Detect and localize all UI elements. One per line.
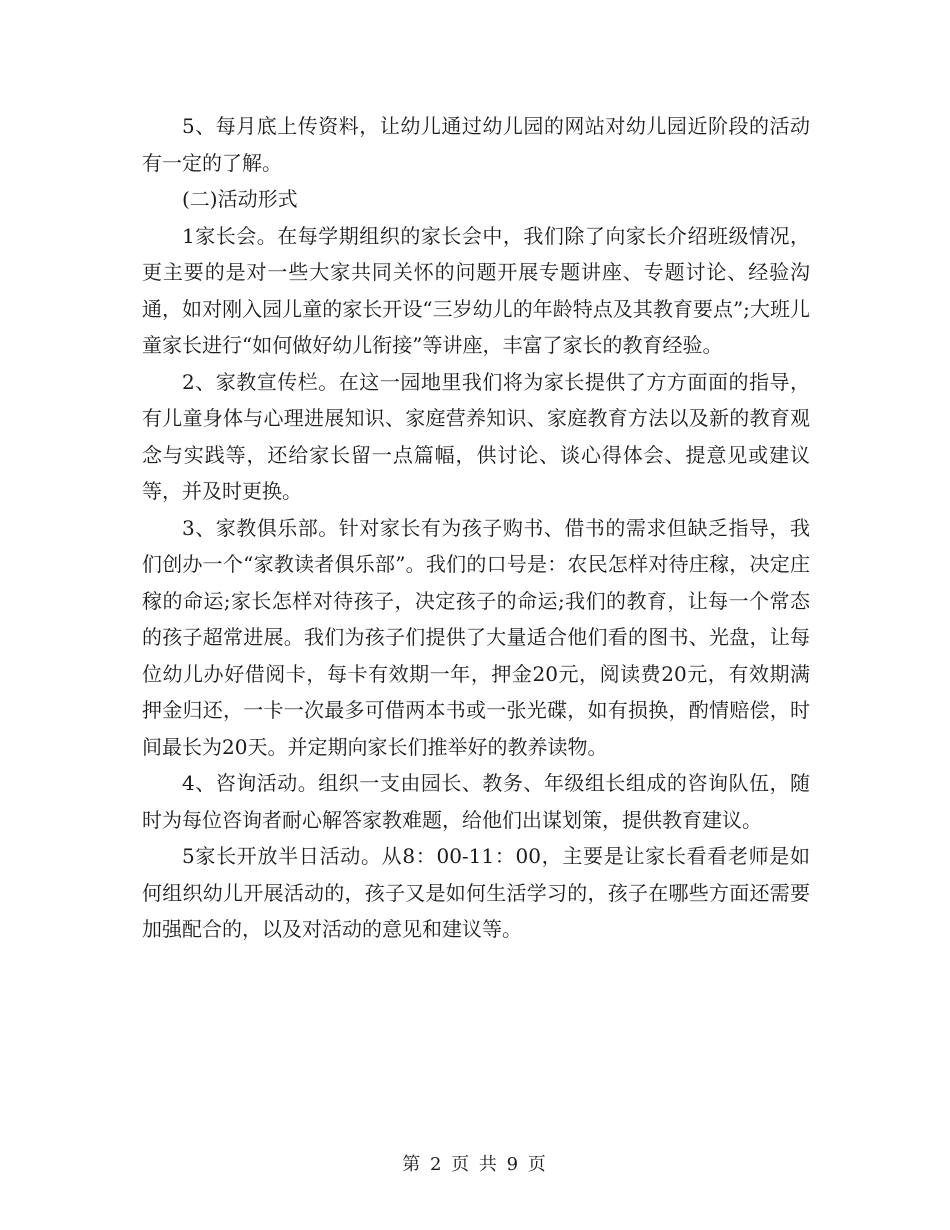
paragraph-open-day: 5家长开放半日活动。从8：00-11：00，主要是让家长看看老师是如何组织幼儿开展活动的，孩子又是如何生活学习的，孩子在哪些方面还需要加强配合的，以及对活动的意见和建议等。 (142, 844, 810, 941)
paragraph-bulletin-board: 2、家教宣传栏。在这一园地里我们将为家长提供了方方面面的指导，有儿童身体与心理进展知识、家庭营养知识、家庭教育方法以及新的教育观念与实践等，还给家长留一点篇幅，供讨论、谈心得体会、提意见或建议等，并及时更换。 (142, 369, 810, 503)
paragraph-consulting: 4、咨询活动。组织一支由园长、教务、年级组长组成的咨询队伍，随时为每位咨询者耐心解答家教难题，给他们出谋划策，提供教育建议。 (142, 771, 810, 832)
page-footer: 第 2 页 共 9 页 (402, 1154, 548, 1175)
section-heading-activity-forms: (二)活动形式 (182, 187, 298, 211)
paragraph-reading-club: 3、家教俱乐部。针对家长有为孩子购书、借书的需求但缺乏指导，我们创办一个“家教读者俱乐部”。我们的口号是：农民怎样对待庄稼，决定庄稼的命运;家长怎样对待孩子，决定孩子的命运;我们的教育，让每一个常态的孩子超常进展。我们为孩子们提供了大量适合他们看的图书、光盘，让每位幼儿办好借阅卡，每卡有效期一年，押金20元，阅读费20元，有效期满押金归还，一卡一次最多可借两本书或一张光碟，如有损换，酌情赔偿，时间最长为20天。并定期向家长们推举好的教养读物。 (142, 515, 810, 759)
document-body (142, 108, 810, 948)
paragraph-upload-materials: 5、每月底上传资料，让幼儿通过幼儿园的网站对幼儿园近阶段的活动有一定的了解。 (142, 114, 810, 175)
paragraph-parent-meeting: 1家长会。在每学期组织的家长会中，我们除了向家长介绍班级情况，更主要的是对一些大家共同关怀的问题开展专题讲座、专题讨论、经验沟通，如对刚入园儿童的家长开设“三岁幼儿的年龄特点及其教育要点”;大班儿童家长进行“如何做好幼儿衔接”等讲座，丰富了家长的教育经验。 (142, 223, 810, 357)
